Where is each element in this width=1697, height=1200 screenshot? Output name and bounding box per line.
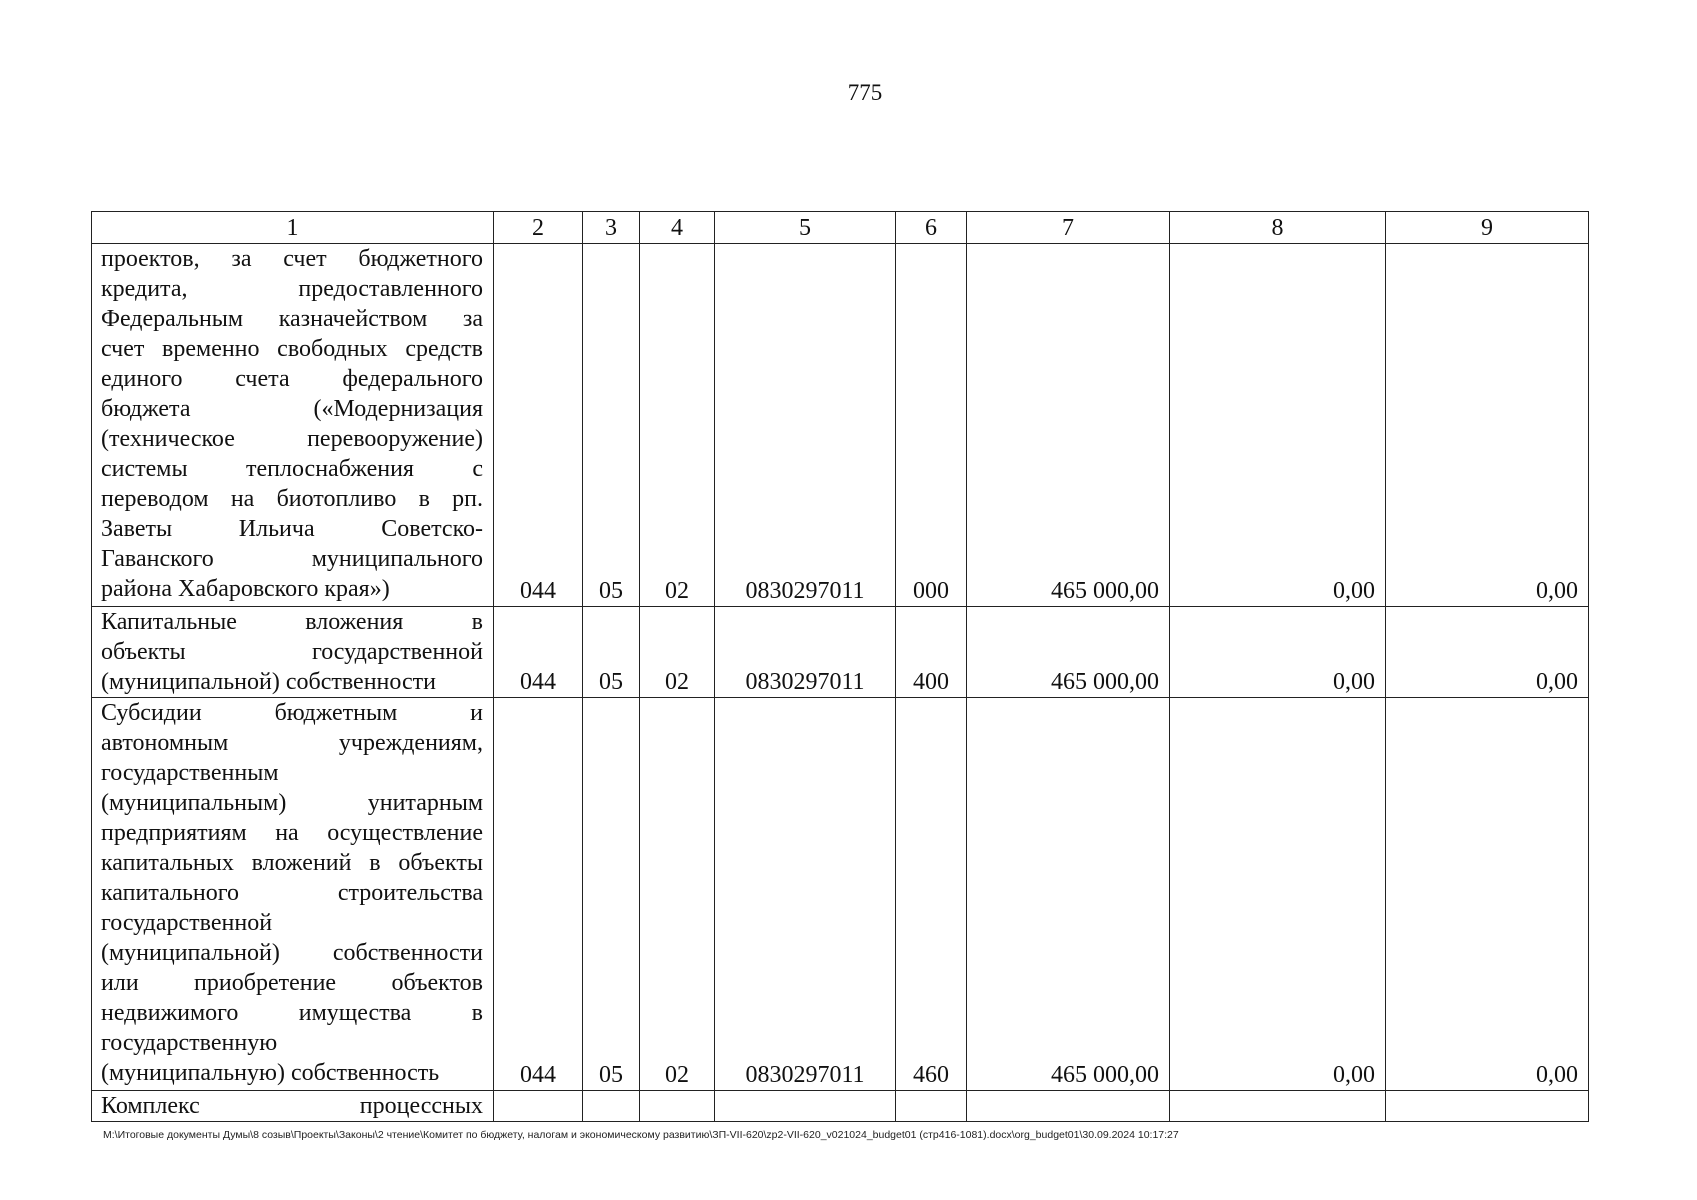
cell-code-target: 0830297011 xyxy=(715,244,896,607)
cell-amount-year1: 465 000,00 xyxy=(967,698,1170,1091)
cell-amount-year1: 465 000,00 xyxy=(967,607,1170,698)
cell-code-ministry: 044 xyxy=(494,698,583,1091)
cell-code-target: 0830297011 xyxy=(715,698,896,1091)
table-header-row xyxy=(92,212,1589,244)
description-line: предприятиям на осуществление xyxy=(101,820,483,846)
cell-code-subsection: 02 xyxy=(640,698,715,1091)
cell-amount-year2: 0,00 xyxy=(1170,607,1386,698)
header-cell: 3 xyxy=(583,212,640,244)
header-cell: 2 xyxy=(494,212,583,244)
cell-code-section: 05 xyxy=(583,244,640,607)
description-line: (муниципальной) собственности xyxy=(101,940,483,966)
cell-code-subsection xyxy=(640,1091,715,1122)
header-cell: 6 xyxy=(896,212,967,244)
description-line: государственной xyxy=(101,910,273,936)
header-cell: 7 xyxy=(967,212,1170,244)
cell-amount-year2: 0,00 xyxy=(1170,244,1386,607)
cell-code-target xyxy=(715,1091,896,1122)
header-cell: 4 xyxy=(640,212,715,244)
description-line: единого счета федерального xyxy=(101,366,483,392)
cell-amount-year3: 0,00 xyxy=(1386,698,1589,1091)
description-line: государственную xyxy=(101,1030,278,1056)
description-line: (муниципальным) унитарным xyxy=(101,790,483,816)
budget-table xyxy=(91,211,1589,1122)
table-row xyxy=(92,698,1589,1091)
cell-code-expense-type: 400 xyxy=(896,607,967,698)
description-line: бюджета («Модернизация xyxy=(101,396,483,422)
cell-code-ministry: 044 xyxy=(494,244,583,607)
description-line: Федеральным казначейством за xyxy=(101,306,483,332)
description-line: Субсидии бюджетным и xyxy=(101,700,483,726)
row-description xyxy=(92,607,494,698)
cell-code-expense-type xyxy=(896,1091,967,1122)
header-cell: 5 xyxy=(715,212,896,244)
description-line: государственным xyxy=(101,760,279,786)
cell-amount-year2: 0,00 xyxy=(1170,698,1386,1091)
description-line: капитальных вложений в объекты xyxy=(101,850,483,876)
description-line: Комплекс процессных xyxy=(101,1093,483,1119)
description-line: счет временно свободных средств xyxy=(101,336,483,362)
header-cell: 9 xyxy=(1386,212,1589,244)
table-row xyxy=(92,607,1589,698)
cell-code-subsection: 02 xyxy=(640,244,715,607)
cell-code-expense-type: 000 xyxy=(896,244,967,607)
description-line: (муниципальной) собственности xyxy=(101,669,436,695)
description-line: автономным учреждениям, xyxy=(101,730,483,756)
cell-amount-year2 xyxy=(1170,1091,1386,1122)
row-description xyxy=(92,244,494,607)
cell-code-target: 0830297011 xyxy=(715,607,896,698)
table-row xyxy=(92,244,1589,607)
cell-code-expense-type: 460 xyxy=(896,698,967,1091)
description-line: (муниципальную) собственность xyxy=(101,1060,440,1086)
cell-code-section xyxy=(583,1091,640,1122)
description-line: Капитальные вложения в xyxy=(101,609,483,635)
cell-code-section: 05 xyxy=(583,698,640,1091)
description-line: Гаванского муниципального xyxy=(101,546,483,572)
header-cell: 1 xyxy=(92,212,494,244)
description-line: или приобретение объектов xyxy=(101,970,483,996)
cell-amount-year3: 0,00 xyxy=(1386,607,1589,698)
description-line: недвижимого имущества в xyxy=(101,1000,483,1026)
table-row xyxy=(92,1091,1589,1122)
description-line: системы теплоснабжения с xyxy=(101,456,483,482)
cell-amount-year1: 465 000,00 xyxy=(967,244,1170,607)
footer-file-path: М:\Итоговые документы Думы\8 созыв\Проекты\Законы\2 чтение\Комитет по бюджету, налогам и экономическому развитию\ЗП-VII-620\zp2-VII-620_v021024_budget01 (стр416-1081).docx\org_budget01\30.09.2024 10:17:27 xyxy=(103,1129,1179,1141)
cell-code-ministry xyxy=(494,1091,583,1122)
row-description xyxy=(92,698,494,1091)
cell-amount-year3 xyxy=(1386,1091,1589,1122)
cell-code-subsection: 02 xyxy=(640,607,715,698)
description-line: Заветы Ильича Советско- xyxy=(101,516,483,542)
cell-code-section: 05 xyxy=(583,607,640,698)
description-line: проектов, за счет бюджетного xyxy=(101,246,483,272)
cell-amount-year3: 0,00 xyxy=(1386,244,1589,607)
description-line: (техническое перевооружение) xyxy=(101,426,483,452)
description-line: района Хабаровского края») xyxy=(101,576,390,602)
description-line: переводом на биотопливо в рп. xyxy=(101,486,483,512)
row-description xyxy=(92,1091,494,1122)
description-line: капитального строительства xyxy=(101,880,483,906)
description-line: кредита, предоставленного xyxy=(101,276,483,302)
header-cell: 8 xyxy=(1170,212,1386,244)
cell-code-ministry: 044 xyxy=(494,607,583,698)
page-number: 775 xyxy=(847,80,883,105)
cell-amount-year1 xyxy=(967,1091,1170,1122)
description-line: объекты государственной xyxy=(101,639,483,665)
